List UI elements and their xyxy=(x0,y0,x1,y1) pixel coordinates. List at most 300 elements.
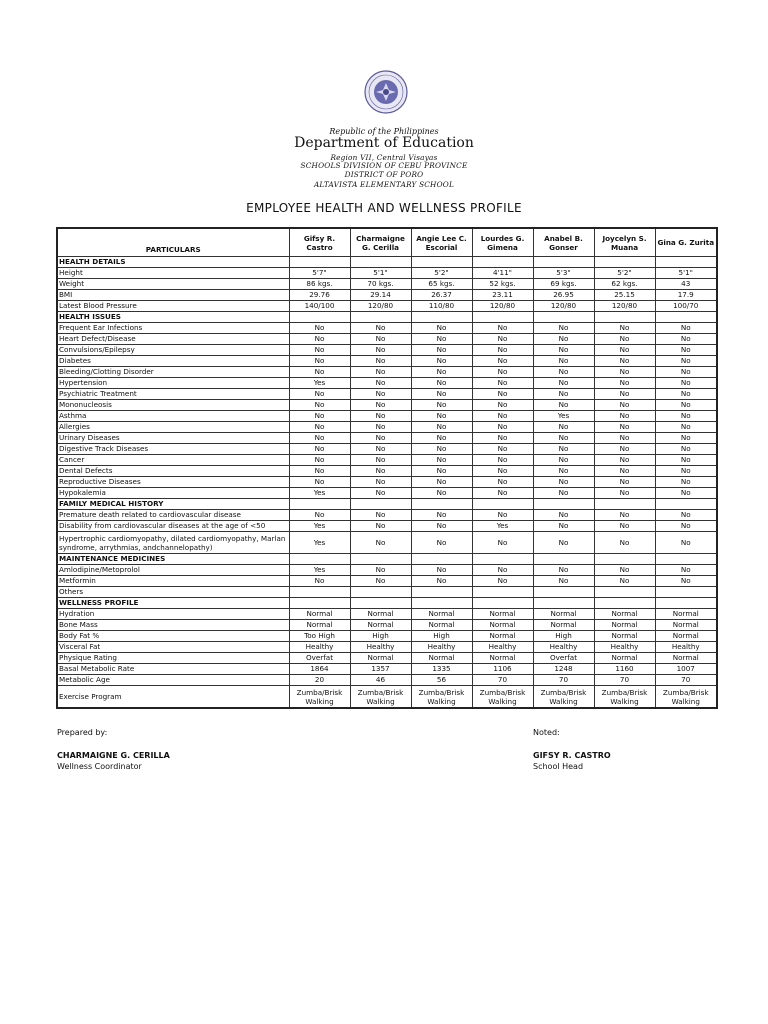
empty-cell xyxy=(594,598,655,609)
table-row xyxy=(57,334,717,345)
value-cell: 29.14 xyxy=(350,290,411,301)
value-cell: No xyxy=(289,411,350,422)
empty-cell xyxy=(655,257,717,268)
row-label: Frequent Ear Infections xyxy=(57,323,289,334)
employee-header: Charmaigne G. Cerilla xyxy=(350,228,411,257)
value-cell: No xyxy=(472,400,533,411)
empty-cell xyxy=(472,257,533,268)
row-label: Hydration xyxy=(57,609,289,620)
value-cell: No xyxy=(472,345,533,356)
value-cell: No xyxy=(655,378,717,389)
row-label: Hypertension xyxy=(57,378,289,389)
employee-header: Lourdes G. Gimena xyxy=(472,228,533,257)
table-row xyxy=(57,400,717,411)
value-cell: No xyxy=(594,510,655,521)
value-cell: No xyxy=(533,444,594,455)
table-row xyxy=(57,609,717,620)
empty-cell xyxy=(533,312,594,323)
table-row xyxy=(57,576,717,587)
row-label: Hypertrophic cardiomyopathy, dilated cardiomyopathy, Marlan syndrome, arrythmias, andchannelopathy) xyxy=(57,532,289,554)
section-header-row xyxy=(57,499,717,510)
table-row xyxy=(57,664,717,675)
value-cell: Overfat xyxy=(533,653,594,664)
value-cell: Zumba/Brisk Walking xyxy=(655,686,717,709)
row-label: Exercise Program xyxy=(57,686,289,709)
value-cell: Normal xyxy=(472,631,533,642)
value-cell: No xyxy=(411,565,472,576)
empty-cell xyxy=(533,257,594,268)
table-row xyxy=(57,587,717,598)
value-cell: 70 xyxy=(655,675,717,686)
value-cell: No xyxy=(472,433,533,444)
table-row xyxy=(57,422,717,433)
value-cell: No xyxy=(411,367,472,378)
region-line: Region VII, Central Visayas xyxy=(330,153,438,162)
value-cell: No xyxy=(655,400,717,411)
value-cell: No xyxy=(289,400,350,411)
value-cell: No xyxy=(594,565,655,576)
value-cell: No xyxy=(411,532,472,554)
value-cell: No xyxy=(350,323,411,334)
value-cell: Normal xyxy=(533,609,594,620)
value-cell: No xyxy=(655,466,717,477)
value-cell: Normal xyxy=(289,620,350,631)
value-cell: No xyxy=(655,422,717,433)
preparer-role: Wellness Coordinator xyxy=(57,762,142,771)
value-cell: No xyxy=(289,510,350,521)
value-cell: No xyxy=(533,356,594,367)
value-cell: 70 xyxy=(472,675,533,686)
value-cell: Zumba/Brisk Walking xyxy=(533,686,594,709)
value-cell: 120/80 xyxy=(594,301,655,312)
value-cell: No xyxy=(472,367,533,378)
value-cell xyxy=(411,587,472,598)
row-label: Height xyxy=(57,268,289,279)
value-cell: No xyxy=(655,389,717,400)
value-cell: Healthy xyxy=(472,642,533,653)
section-header-row xyxy=(57,554,717,565)
value-cell: Overfat xyxy=(289,653,350,664)
value-cell: No xyxy=(350,455,411,466)
row-label: Digestive Track Diseases xyxy=(57,444,289,455)
value-cell: No xyxy=(289,345,350,356)
value-cell: No xyxy=(289,323,350,334)
value-cell: No xyxy=(411,444,472,455)
value-cell: 1335 xyxy=(411,664,472,675)
value-cell: Normal xyxy=(594,631,655,642)
value-cell: 1357 xyxy=(350,664,411,675)
value-cell: No xyxy=(533,455,594,466)
value-cell: No xyxy=(533,378,594,389)
value-cell: No xyxy=(289,356,350,367)
value-cell: Normal xyxy=(472,620,533,631)
value-cell: No xyxy=(594,444,655,455)
table-row xyxy=(57,675,717,686)
division-line: SCHOOLS DIVISION OF CEBU PROVINCE xyxy=(300,161,468,170)
row-label: Urinary Diseases xyxy=(57,433,289,444)
value-cell: No xyxy=(472,466,533,477)
value-cell: No xyxy=(594,400,655,411)
table-row xyxy=(57,356,717,367)
value-cell: No xyxy=(594,532,655,554)
row-label: Asthma xyxy=(57,411,289,422)
noter-role: School Head xyxy=(533,762,584,771)
value-cell: No xyxy=(472,477,533,488)
value-cell: No xyxy=(350,389,411,400)
value-cell: No xyxy=(655,510,717,521)
value-cell: 1007 xyxy=(655,664,717,675)
table-row xyxy=(57,378,717,389)
value-cell: No xyxy=(655,488,717,499)
value-cell: Normal xyxy=(411,620,472,631)
value-cell: No xyxy=(655,345,717,356)
row-label: Bleeding/Clotting Disorder xyxy=(57,367,289,378)
value-cell: No xyxy=(472,455,533,466)
value-cell: No xyxy=(655,455,717,466)
value-cell: 20 xyxy=(289,675,350,686)
value-cell xyxy=(350,587,411,598)
value-cell: Normal xyxy=(655,609,717,620)
value-cell: Healthy xyxy=(350,642,411,653)
value-cell: No xyxy=(411,477,472,488)
value-cell: No xyxy=(533,466,594,477)
value-cell: 4'11" xyxy=(472,268,533,279)
value-cell: No xyxy=(411,510,472,521)
value-cell: No xyxy=(411,576,472,587)
value-cell: Normal xyxy=(533,620,594,631)
empty-cell xyxy=(594,499,655,510)
value-cell: 25.15 xyxy=(594,290,655,301)
value-cell: No xyxy=(350,477,411,488)
value-cell: No xyxy=(533,422,594,433)
value-cell: No xyxy=(411,356,472,367)
value-cell: No xyxy=(411,422,472,433)
table-row xyxy=(57,477,717,488)
row-label: Diabetes xyxy=(57,356,289,367)
empty-cell xyxy=(350,499,411,510)
value-cell: Normal xyxy=(594,609,655,620)
value-cell: No xyxy=(533,334,594,345)
value-cell: No xyxy=(594,466,655,477)
value-cell: No xyxy=(472,510,533,521)
document-title: EMPLOYEE HEALTH AND WELLNESS PROFILE xyxy=(246,201,522,215)
value-cell: No xyxy=(289,433,350,444)
value-cell: No xyxy=(411,466,472,477)
deped-seal-logo xyxy=(364,70,408,114)
empty-cell xyxy=(594,257,655,268)
value-cell: No xyxy=(533,345,594,356)
value-cell: Yes xyxy=(289,565,350,576)
value-cell: No xyxy=(655,532,717,554)
value-cell: No xyxy=(594,345,655,356)
value-cell: Zumba/Brisk Walking xyxy=(594,686,655,709)
value-cell: No xyxy=(350,356,411,367)
value-cell xyxy=(472,587,533,598)
value-cell: Healthy xyxy=(655,642,717,653)
value-cell: 56 xyxy=(411,675,472,686)
value-cell: No xyxy=(350,532,411,554)
value-cell: No xyxy=(289,477,350,488)
value-cell: No xyxy=(533,576,594,587)
value-cell: No xyxy=(594,488,655,499)
employee-header: Gifsy R. Castro xyxy=(289,228,350,257)
row-label: Reproductive Diseases xyxy=(57,477,289,488)
empty-cell xyxy=(533,499,594,510)
value-cell: No xyxy=(472,356,533,367)
value-cell: No xyxy=(594,521,655,532)
table-row xyxy=(57,345,717,356)
value-cell: No xyxy=(289,422,350,433)
value-cell: No xyxy=(411,323,472,334)
row-label: Premature death related to cardiovascular disease xyxy=(57,510,289,521)
value-cell: 26.37 xyxy=(411,290,472,301)
value-cell: 110/80 xyxy=(411,301,472,312)
value-cell: 5'2" xyxy=(594,268,655,279)
table-row xyxy=(57,444,717,455)
value-cell: No xyxy=(594,411,655,422)
value-cell: No xyxy=(533,389,594,400)
value-cell: No xyxy=(350,488,411,499)
value-cell: 1248 xyxy=(533,664,594,675)
preparer-name: CHARMAIGNE G. CERILLA xyxy=(57,751,170,760)
value-cell: No xyxy=(594,389,655,400)
value-cell: No xyxy=(594,334,655,345)
value-cell: Healthy xyxy=(594,642,655,653)
row-label: Heart Defect/Disease xyxy=(57,334,289,345)
value-cell: High xyxy=(411,631,472,642)
value-cell: No xyxy=(289,455,350,466)
value-cell: No xyxy=(655,576,717,587)
value-cell: No xyxy=(350,433,411,444)
row-label: Others xyxy=(57,587,289,598)
particulars-header: PARTICULARS xyxy=(57,228,289,257)
empty-cell xyxy=(411,554,472,565)
empty-cell xyxy=(533,598,594,609)
value-cell: No xyxy=(472,488,533,499)
table-row xyxy=(57,532,717,554)
value-cell: Normal xyxy=(594,653,655,664)
value-cell: 29.76 xyxy=(289,290,350,301)
row-label: Visceral Fat xyxy=(57,642,289,653)
value-cell: No xyxy=(655,334,717,345)
value-cell: 65 kgs. xyxy=(411,279,472,290)
value-cell: No xyxy=(594,455,655,466)
row-label: Physique Rating xyxy=(57,653,289,664)
section-title: WELLNESS PROFILE xyxy=(57,598,289,609)
value-cell: 5'1" xyxy=(655,268,717,279)
value-cell: No xyxy=(289,444,350,455)
row-label: Psychiatric Treatment xyxy=(57,389,289,400)
value-cell: No xyxy=(472,444,533,455)
value-cell: No xyxy=(594,367,655,378)
value-cell: No xyxy=(533,521,594,532)
value-cell: No xyxy=(655,367,717,378)
empty-cell xyxy=(411,499,472,510)
noter-name: GIFSY R. CASTRO xyxy=(533,751,611,760)
section-header-row xyxy=(57,257,717,268)
value-cell: No xyxy=(411,389,472,400)
value-cell: Zumba/Brisk Walking xyxy=(350,686,411,709)
table-row xyxy=(57,279,717,290)
empty-cell xyxy=(655,312,717,323)
table-row xyxy=(57,521,717,532)
value-cell: No xyxy=(350,565,411,576)
row-label: BMI xyxy=(57,290,289,301)
value-cell: 1864 xyxy=(289,664,350,675)
value-cell: 69 kgs. xyxy=(533,279,594,290)
empty-cell xyxy=(411,257,472,268)
value-cell: No xyxy=(289,389,350,400)
value-cell: No xyxy=(350,521,411,532)
section-title: MAINTENANCE MEDICINES xyxy=(57,554,289,565)
empty-cell xyxy=(655,554,717,565)
value-cell: 120/80 xyxy=(472,301,533,312)
value-cell: Normal xyxy=(350,653,411,664)
value-cell: 23.11 xyxy=(472,290,533,301)
table-row xyxy=(57,642,717,653)
row-label: Hypokalemia xyxy=(57,488,289,499)
empty-cell xyxy=(655,499,717,510)
value-cell: No xyxy=(411,334,472,345)
table-row xyxy=(57,631,717,642)
department-line: Department of Education xyxy=(294,135,474,151)
value-cell: Normal xyxy=(350,620,411,631)
value-cell: High xyxy=(533,631,594,642)
value-cell: No xyxy=(655,521,717,532)
value-cell: Yes xyxy=(289,378,350,389)
value-cell: High xyxy=(350,631,411,642)
value-cell: 17.9 xyxy=(655,290,717,301)
value-cell: No xyxy=(533,477,594,488)
value-cell: No xyxy=(472,576,533,587)
value-cell: Normal xyxy=(350,609,411,620)
value-cell: No xyxy=(594,356,655,367)
value-cell: Yes xyxy=(472,521,533,532)
value-cell: No xyxy=(350,422,411,433)
value-cell: 46 xyxy=(350,675,411,686)
value-cell: No xyxy=(594,433,655,444)
employee-header: Anabel B. Gonser xyxy=(533,228,594,257)
value-cell: 70 kgs. xyxy=(350,279,411,290)
value-cell: No xyxy=(350,411,411,422)
value-cell: No xyxy=(594,323,655,334)
table-header-row xyxy=(57,228,717,257)
empty-cell xyxy=(594,312,655,323)
value-cell: No xyxy=(472,565,533,576)
value-cell: No xyxy=(472,411,533,422)
value-cell: Zumba/Brisk Walking xyxy=(472,686,533,709)
value-cell: Normal xyxy=(655,631,717,642)
table-row xyxy=(57,290,717,301)
table-row xyxy=(57,686,717,709)
empty-cell xyxy=(289,499,350,510)
value-cell: Normal xyxy=(411,653,472,664)
table-row xyxy=(57,367,717,378)
value-cell: No xyxy=(533,367,594,378)
value-cell: 120/80 xyxy=(533,301,594,312)
value-cell: No xyxy=(289,334,350,345)
value-cell: No xyxy=(350,400,411,411)
school-line: ALTAVISTA ELEMENTARY SCHOOL xyxy=(313,180,455,189)
value-cell: No xyxy=(533,433,594,444)
value-cell: No xyxy=(350,334,411,345)
value-cell: No xyxy=(655,323,717,334)
value-cell: Zumba/Brisk Walking xyxy=(289,686,350,709)
value-cell: No xyxy=(411,433,472,444)
table-row xyxy=(57,323,717,334)
value-cell: No xyxy=(411,521,472,532)
value-cell: No xyxy=(472,532,533,554)
value-cell: 5'3" xyxy=(533,268,594,279)
value-cell: 140/100 xyxy=(289,301,350,312)
table-row xyxy=(57,510,717,521)
empty-cell xyxy=(350,554,411,565)
value-cell: No xyxy=(655,565,717,576)
value-cell: Yes xyxy=(289,521,350,532)
value-cell: No xyxy=(594,576,655,587)
value-cell: No xyxy=(350,466,411,477)
empty-cell xyxy=(472,554,533,565)
value-cell xyxy=(289,587,350,598)
table-row xyxy=(57,433,717,444)
value-cell: 43 xyxy=(655,279,717,290)
value-cell: 70 xyxy=(533,675,594,686)
value-cell: No xyxy=(472,378,533,389)
row-label: Dental Defects xyxy=(57,466,289,477)
health-profile-table xyxy=(56,227,718,709)
table-row xyxy=(57,565,717,576)
republic-line: Republic of the Philippines xyxy=(329,127,439,136)
value-cell: No xyxy=(533,565,594,576)
section-title: HEALTH ISSUES xyxy=(57,312,289,323)
value-cell: Yes xyxy=(289,488,350,499)
value-cell: 62 kgs. xyxy=(594,279,655,290)
empty-cell xyxy=(472,598,533,609)
value-cell: Too High xyxy=(289,631,350,642)
value-cell: Healthy xyxy=(411,642,472,653)
value-cell: No xyxy=(350,510,411,521)
row-label: Allergies xyxy=(57,422,289,433)
empty-cell xyxy=(289,598,350,609)
value-cell: No xyxy=(533,510,594,521)
value-cell: Healthy xyxy=(289,642,350,653)
empty-cell xyxy=(472,312,533,323)
value-cell: No xyxy=(533,488,594,499)
row-label: Mononucleosis xyxy=(57,400,289,411)
employee-header: Angie Lee C. Escorial xyxy=(411,228,472,257)
section-header-row xyxy=(57,312,717,323)
value-cell: 70 xyxy=(594,675,655,686)
value-cell: No xyxy=(594,477,655,488)
noted-label: Noted: xyxy=(533,728,560,737)
value-cell: No xyxy=(350,444,411,455)
value-cell: 52 kgs. xyxy=(472,279,533,290)
employee-header: Joycelyn S. Muana xyxy=(594,228,655,257)
value-cell: 5'7" xyxy=(289,268,350,279)
value-cell: No xyxy=(655,356,717,367)
district-line: DISTRICT OF PORO xyxy=(344,170,424,179)
section-header-row xyxy=(57,598,717,609)
empty-cell xyxy=(472,499,533,510)
table-row xyxy=(57,653,717,664)
table-row xyxy=(57,466,717,477)
value-cell: No xyxy=(411,411,472,422)
empty-cell xyxy=(350,257,411,268)
row-label: Metformin xyxy=(57,576,289,587)
value-cell: No xyxy=(655,433,717,444)
value-cell: No xyxy=(350,345,411,356)
value-cell: Healthy xyxy=(533,642,594,653)
